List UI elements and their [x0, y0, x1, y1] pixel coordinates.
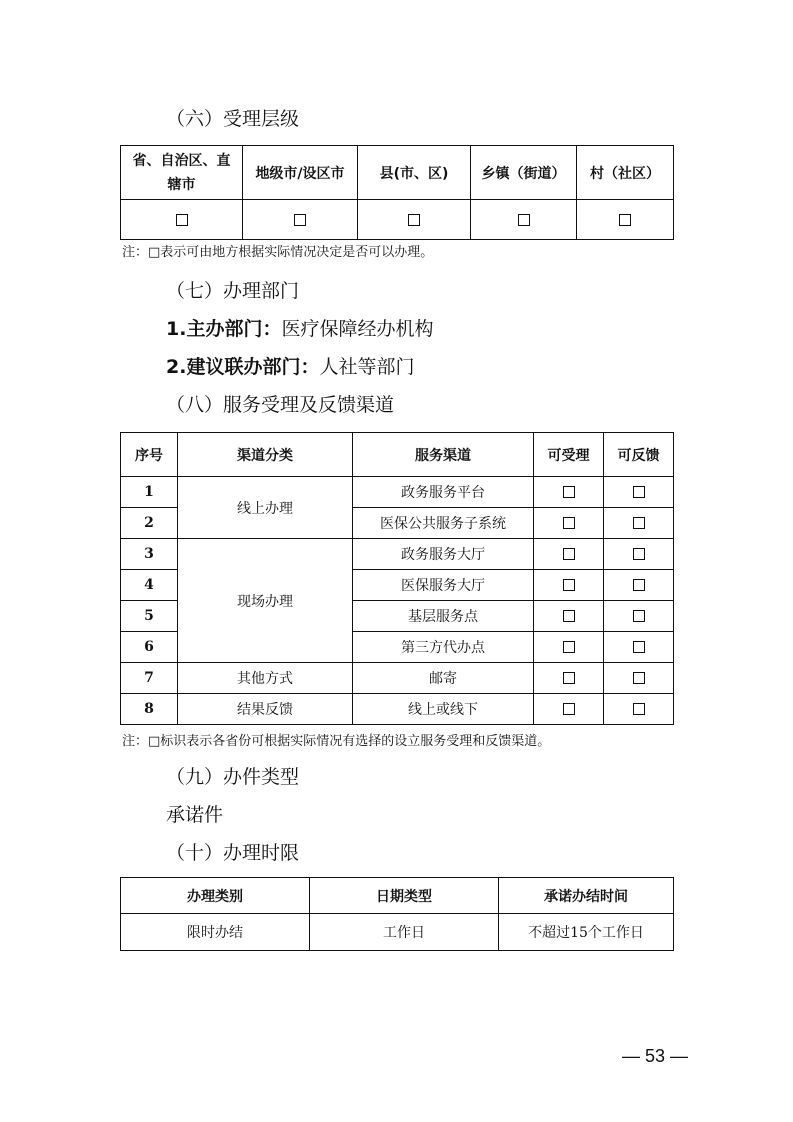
acceptance-level-table: [120, 145, 674, 240]
accept-cell: [534, 570, 604, 601]
checkbox[interactable]: [563, 486, 575, 498]
checkbox[interactable]: [563, 672, 575, 684]
feedback-cell: [604, 539, 674, 570]
row-channel: 政务服务平台: [353, 477, 534, 508]
promise-time-value: 不超过15个工作日: [499, 914, 674, 951]
accept-cell: [534, 694, 604, 725]
checkbox[interactable]: [633, 672, 645, 684]
checkbox[interactable]: [633, 703, 645, 715]
feedback-cell: [604, 632, 674, 663]
row-number: 6: [121, 632, 178, 663]
time-limit-table: [120, 877, 674, 951]
feedback-cell: [604, 508, 674, 539]
checkbox[interactable]: [563, 703, 575, 715]
section-8-note: 注：□标识表示各省份可根据实际情况有选择的设立服务受理和反馈渠道。: [122, 734, 551, 749]
accept-cell: [534, 539, 604, 570]
row-number: 5: [121, 601, 178, 632]
main-department: [166, 316, 433, 342]
row-category: 其他方式: [178, 663, 353, 694]
checkbox[interactable]: [633, 579, 645, 591]
checkbox[interactable]: [633, 486, 645, 498]
checkbox[interactable]: [563, 610, 575, 622]
row-number: 4: [121, 570, 178, 601]
time-header-category: 办理类别: [121, 878, 310, 914]
feedback-cell: [604, 477, 674, 508]
co-department-label: 2.建议联办部门：: [166, 356, 320, 378]
time-category-value: 限时办结: [121, 914, 310, 951]
level-header-city: 地级市/设区市: [243, 146, 358, 200]
page-number: — 53 —: [622, 1046, 689, 1066]
row-number: 3: [121, 539, 178, 570]
level-header-province: 省、自治区、直辖市: [121, 146, 243, 200]
row-number: 8: [121, 694, 178, 725]
main-department-value: 医疗保障经办机构: [281, 318, 434, 340]
section-7-title: （七）办理部门: [166, 280, 300, 302]
checkbox[interactable]: [633, 548, 645, 560]
row-number: 2: [121, 508, 178, 539]
accept-cell: [534, 508, 604, 539]
channel-header-accept: 可受理: [534, 433, 604, 477]
main-department-label: 1.主办部门：: [166, 318, 282, 340]
date-type-value: 工作日: [310, 914, 499, 951]
table-row: [121, 663, 674, 694]
checkbox[interactable]: [563, 517, 575, 529]
accept-cell: [534, 477, 604, 508]
checkbox[interactable]: [563, 579, 575, 591]
feedback-cell: [604, 570, 674, 601]
section-6-title: （六）受理层级: [166, 108, 300, 130]
checkbox[interactable]: [294, 214, 306, 226]
row-channel: 邮寄: [353, 663, 534, 694]
section-9-title: （九）办件类型: [166, 766, 300, 788]
level-header-village: 村（社区）: [577, 146, 674, 200]
co-department: [166, 354, 414, 380]
channel-header-no: 序号: [121, 433, 178, 477]
row-category: 现场办理: [178, 539, 353, 663]
feedback-cell: [604, 601, 674, 632]
row-channel: 医保服务大厅: [353, 570, 534, 601]
feedback-cell: [604, 663, 674, 694]
level-cell: [358, 200, 471, 240]
checkbox[interactable]: [633, 517, 645, 529]
checkbox[interactable]: [633, 641, 645, 653]
table-row: [121, 477, 674, 508]
level-cell: [243, 200, 358, 240]
channel-header-channel: 服务渠道: [353, 433, 534, 477]
time-header-date-type: 日期类型: [310, 878, 499, 914]
case-type-value: 承诺件: [166, 804, 224, 826]
row-category: 线上办理: [178, 477, 353, 539]
checkbox[interactable]: [633, 610, 645, 622]
checkbox[interactable]: [563, 641, 575, 653]
row-number: 7: [121, 663, 178, 694]
channel-header-category: 渠道分类: [178, 433, 353, 477]
checkbox[interactable]: [619, 214, 631, 226]
accept-cell: [534, 601, 604, 632]
checkbox[interactable]: [563, 548, 575, 560]
accept-cell: [534, 632, 604, 663]
row-channel: 第三方代办点: [353, 632, 534, 663]
service-channel-table: [120, 432, 674, 725]
row-channel: 线上或线下: [353, 694, 534, 725]
level-cell: [471, 200, 577, 240]
level-header-county: 县(市、区): [358, 146, 471, 200]
section-10-title: （十）办理时限: [166, 842, 300, 864]
checkbox[interactable]: [176, 214, 188, 226]
table-row: [121, 914, 674, 951]
accept-cell: [534, 663, 604, 694]
row-channel: 政务服务大厅: [353, 539, 534, 570]
checkbox[interactable]: [518, 214, 530, 226]
section-6-note: 注：□表示可由地方根据实际情况决定是否可以办理。: [122, 245, 434, 260]
row-channel: 医保公共服务子系统: [353, 508, 534, 539]
row-channel: 基层服务点: [353, 601, 534, 632]
section-8-title: （八）服务受理及反馈渠道: [166, 394, 395, 416]
row-number: 1: [121, 477, 178, 508]
row-category: 结果反馈: [178, 694, 353, 725]
level-header-township: 乡镇（街道）: [471, 146, 577, 200]
level-cell: [577, 200, 674, 240]
time-header-promise-time: 承诺办结时间: [499, 878, 674, 914]
level-cell: [121, 200, 243, 240]
channel-header-feedback: 可反馈: [604, 433, 674, 477]
co-department-value: 人社等部门: [319, 356, 415, 378]
checkbox[interactable]: [408, 214, 420, 226]
feedback-cell: [604, 694, 674, 725]
table-row: [121, 539, 674, 570]
table-row: [121, 694, 674, 725]
